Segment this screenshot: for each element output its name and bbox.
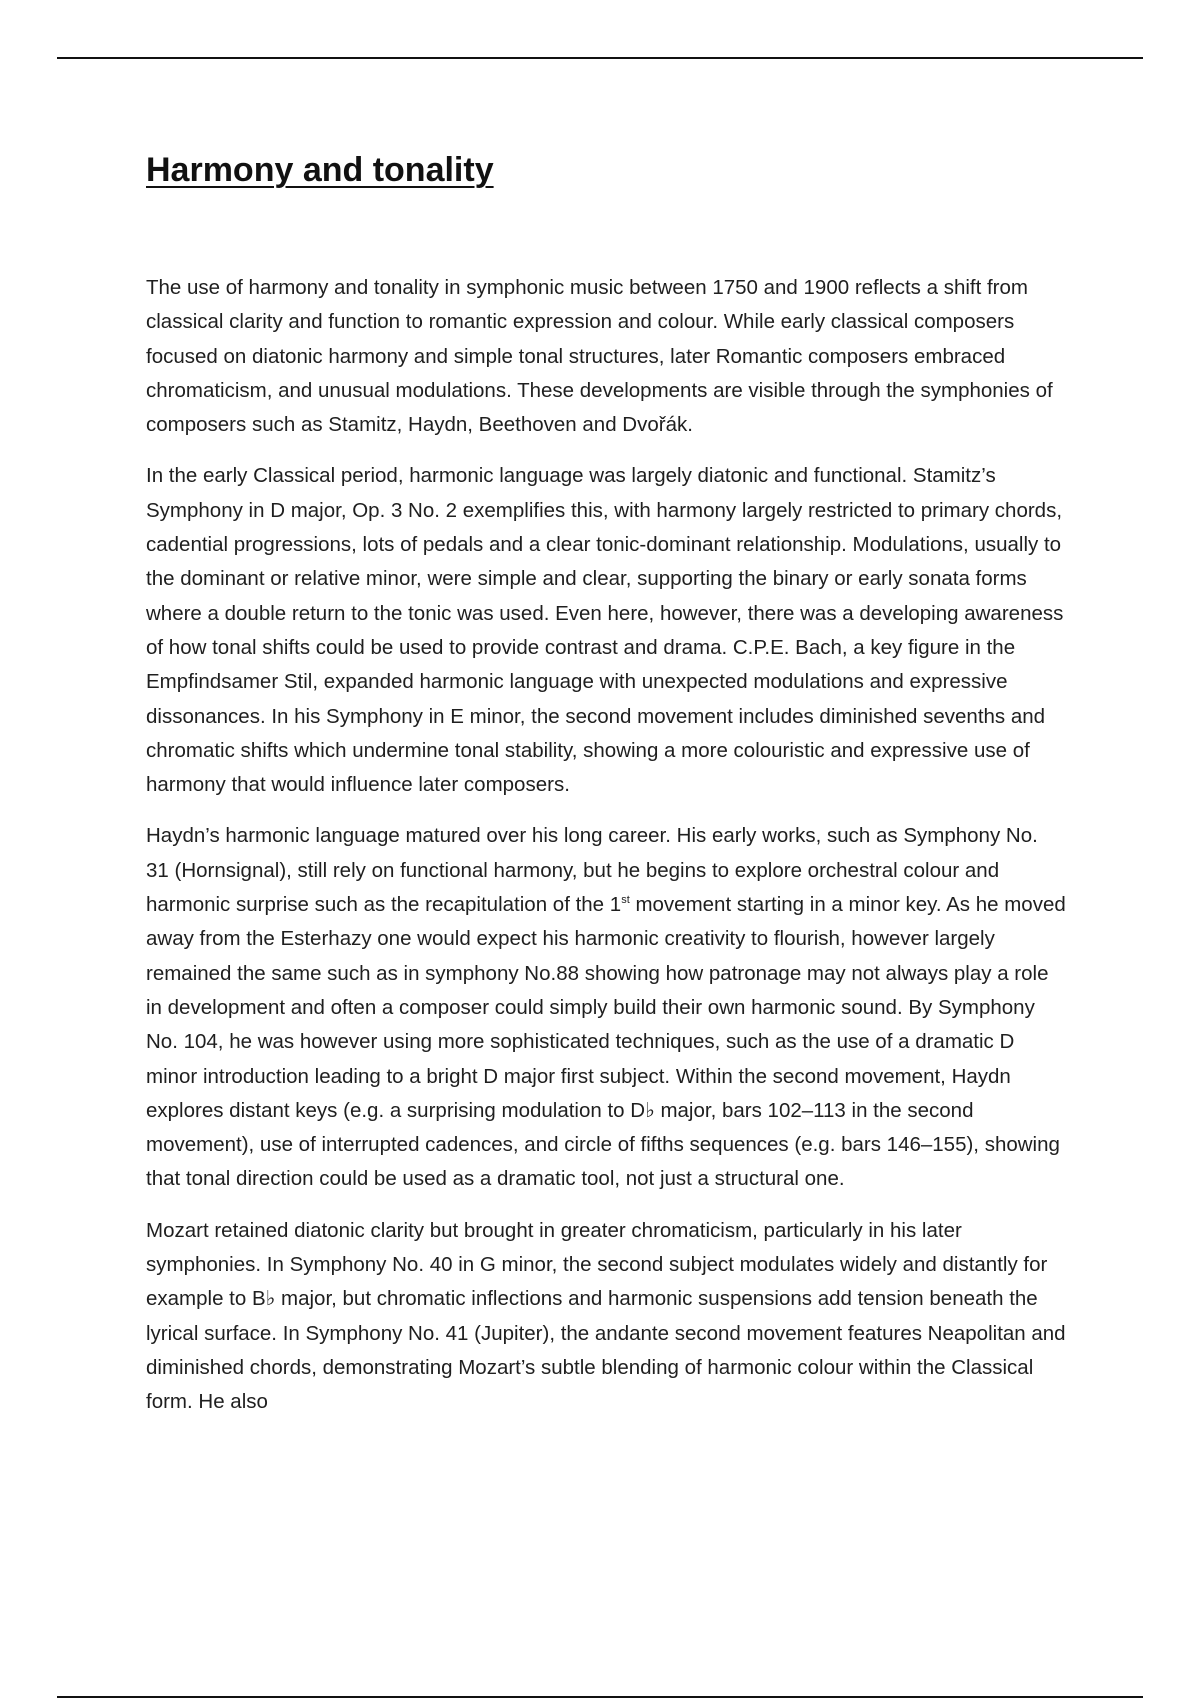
document-body xyxy=(146,144,1066,1437)
top-rule xyxy=(57,57,1143,59)
paragraph-haydn-text-end: movement starting in a minor key. As he moved away from the Esterhazy one would expect his harmonic creativity to flourish, however largely remained the same such as in symphony No.88 showing how patronage may not always play a role in development and often a composer could simply build their own harmonic sound. By Symphony No. 104, he was however using more sophisticated techniques, such as the use of a dramatic D minor introduction leading to a bright D major first subject. Within the second movement, Haydn explores distant keys (e.g. a surprising modulation to D♭ major, bars 102–113 in the second movement), use of interrupted cadences, and circle of fifths sequences (e.g. bars 146–155), showing that tonal direction could be used as a dramatic tool, not just a structural one. xyxy=(146,893,1066,1191)
bottom-rule xyxy=(57,1696,1143,1698)
paragraph-haydn-text-start: Haydn’s harmonic language matured over his long career. His early works, such as Symphony No. 31 (Hornsignal), still rely on functional harmony, but he begins to explore orchestral colour and harmonic surprise such as the recapitulation of the 1 xyxy=(146,824,1038,917)
document-title: Harmony and tonality xyxy=(146,151,494,189)
paragraph-early-classical: In the early Classical period, harmonic language was largely diatonic and functional. Stamitz’s Symphony in D major, Op. 3 No. 2 exemplifies this, with harmony largely restricted to primary chords, cadential progressions, lots of pedals and a clear tonic-dominant relationship. Modulations, usually to the dominant or relative minor, were simple and clear, supporting the binary or early sonata forms where a double return to the tonic was used. Even here, however, there was a developing awareness of how tonal shifts could be used to provide contrast and drama. C.P.E. Bach, a key figure in the Empfindsamer Stil, expanded harmonic language with unexpected modulations and expressive dissonances. In his Symphony in E minor, the second movement includes diminished sevenths and chromatic shifts which undermine tonal stability, showing a more colouristic and expressive use of harmony that would influence later composers. xyxy=(146,464,1064,797)
ordinal-superscript: st xyxy=(621,894,630,907)
paragraph-mozart: Mozart retained diatonic clarity but brought in greater chromaticism, particularly in his later symphonies. In Symphony No. 40 in G minor, the second subject modulates widely and distantly for example to B♭ major, but chromatic inflections and harmonic suspensions add tension beneath the lyrical surface. In Symphony No. 41 (Jupiter), the andante second movement features Neapolitan and diminished chords, demonstrating Mozart’s subtle blending of harmonic colour within the Classical form. He also xyxy=(146,1218,1066,1414)
paragraphs xyxy=(146,271,1066,1420)
paragraph-haydn xyxy=(146,819,1066,1196)
paragraph-intro: The use of harmony and tonality in symphonic music between 1750 and 1900 reflects a shift from classical clarity and function to romantic expression and colour. While early classical composers focused on diatonic harmony and simple tonal structures, later Romantic composers embraced chromaticism, and unusual modulations. These developments are visible through the symphonies of composers such as Stamitz, Haydn, Beethoven and Dvořák. xyxy=(146,276,1053,437)
